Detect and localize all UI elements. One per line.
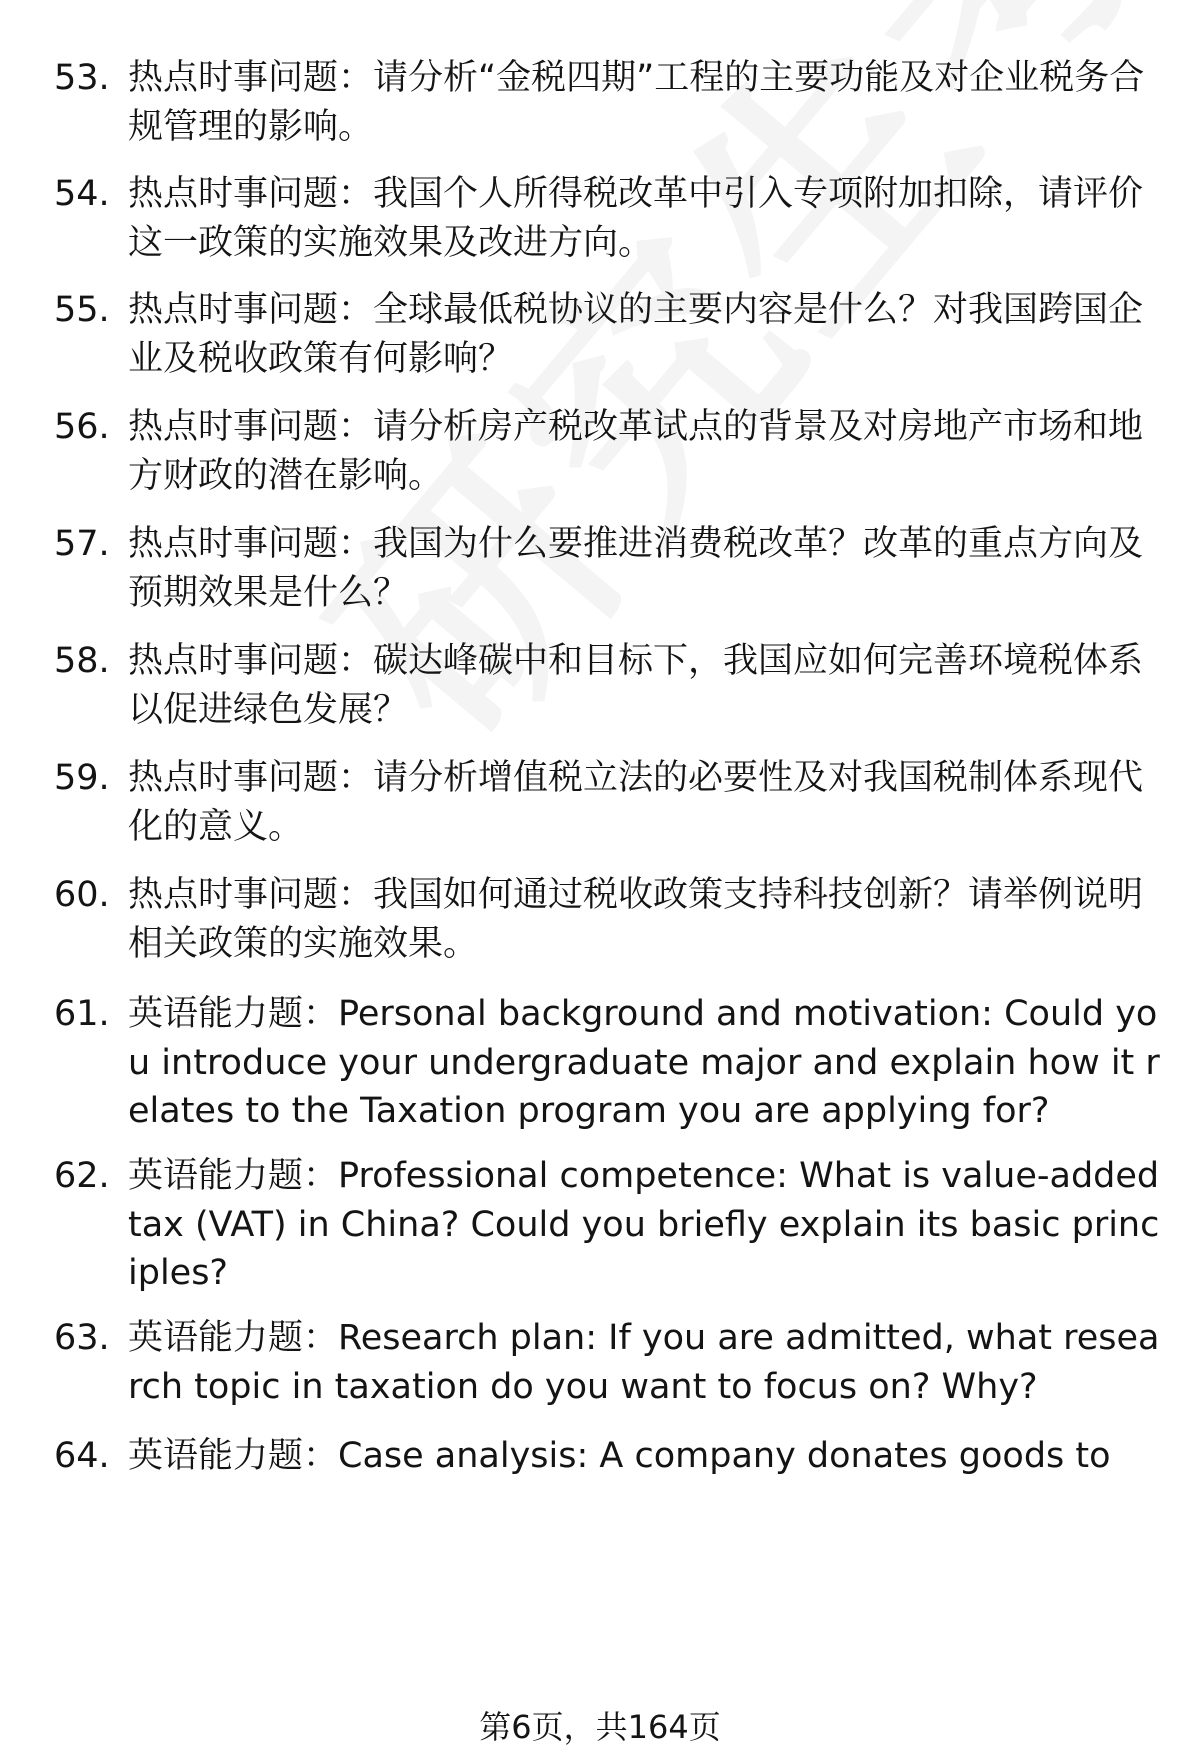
question-text: 英语能力题：Personal background and motivation: Could you introduce your undergraduate major and explain how it relates to the Taxation program you are applying for? <box>128 994 1160 1131</box>
question-number: 56. <box>54 407 110 447</box>
question-text: 热点时事问题：全球最低税协议的主要内容是什么？对我国跨国企业及税收政策有何影响？ <box>128 290 1144 379</box>
question-number: 57. <box>54 524 110 564</box>
question-text: 热点时事问题：我国个人所得税改革中引入专项附加扣除，请评价这一政策的实施效果及改进方向。 <box>128 174 1144 263</box>
question-number: 55. <box>54 290 110 330</box>
question-number: 61. <box>54 994 110 1034</box>
question-text: 英语能力题：Professional competence: What is value-added tax (VAT) in China? Could you briefly explain its basic principles? <box>128 1156 1160 1293</box>
question-text: 热点时事问题：碳达峰碳中和目标下，我国应如何完善环境税体系以促进绿色发展？ <box>128 641 1144 730</box>
page-footer: 第6页，共164页 <box>479 1708 721 1746</box>
question-text: 热点时事问题：请分析“金税四期”工程的主要功能及对企业税务合规管理的影响。 <box>128 58 1145 147</box>
question-number: 59. <box>54 758 110 798</box>
question-number: 60. <box>54 875 110 915</box>
question-text: 热点时事问题：我国如何通过税收政策支持科技创新？请举例说明相关政策的实施效果。 <box>128 875 1144 964</box>
question-number: 53. <box>54 58 110 98</box>
question-text: 英语能力题：Research plan: If you are admitted, what research topic in taxation do you want to focus on? Why? <box>128 1318 1160 1407</box>
question-text: 热点时事问题：请分析房产税改革试点的背景及对房地产市场和地方财政的潜在影响。 <box>128 407 1144 496</box>
question-text: 英语能力题：Case analysis: A company donates goods to <box>128 1436 1111 1476</box>
question-number: 54. <box>54 174 110 214</box>
question-number: 62. <box>54 1156 110 1196</box>
question-text: 热点时事问题：请分析增值税立法的必要性及对我国税制体系现代化的意义。 <box>128 758 1144 847</box>
question-text: 热点时事问题：我国为什么要推进消费税改革？改革的重点方向及预期效果是什么？ <box>128 524 1144 613</box>
question-number: 58. <box>54 641 110 681</box>
question-number: 63. <box>54 1318 110 1358</box>
question-number: 64. <box>54 1436 110 1476</box>
